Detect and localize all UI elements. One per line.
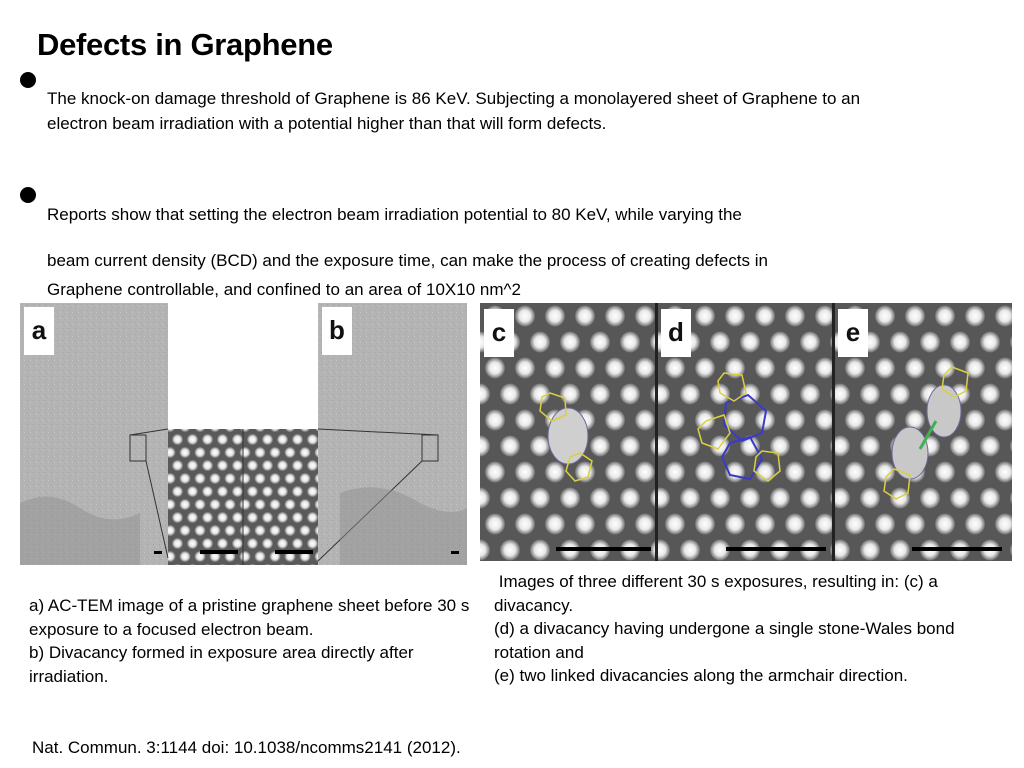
caption-intro: Images of three different 30 s exposures, resulting in: (c) a divacancy. (494, 572, 943, 615)
caption-a: a) AC-TEM image of a pristine graphene sheet before 30 s exposure to a focused electron beam. (29, 596, 470, 639)
figure-label-a: a (24, 307, 54, 355)
bullet-dot (20, 72, 36, 88)
figure-label-c: c (484, 309, 514, 357)
scale-bar (556, 547, 651, 551)
figure-label-b: b (322, 307, 352, 355)
scale-bar (200, 550, 238, 554)
figure-cde (480, 303, 1012, 561)
slide-title: Defects in Graphene (37, 27, 333, 62)
figure-cde-image (480, 303, 1012, 561)
scale-bar (912, 547, 1002, 551)
caption-b: b) Divacancy formed in exposure area directly after irradiation. (29, 643, 414, 686)
bullet-2-line-2: beam current density (BCD) and the exposure time, can make the process of creating defects in (47, 251, 768, 270)
caption-left (29, 594, 474, 688)
bullet-2-line-1: Reports show that setting the electron beam irradiation potential to 80 KeV, while varying the (47, 205, 742, 224)
bullet-2-line-3: Graphene controllable, and confined to an area of 10X10 nm^2 (47, 280, 521, 299)
caption-d: (d) a divacancy having undergone a single stone-Wales bond rotation and (494, 619, 955, 662)
caption-e: (e) two linked divacancies along the armchair direction. (494, 666, 908, 685)
caption-right (494, 570, 1004, 688)
bullet-dot (20, 187, 36, 203)
citation: Nat. Commun. 3:1144 doi: 10.1038/ncomms2141 (2012). (32, 738, 461, 757)
figure-ab-image (20, 303, 467, 565)
scale-bar (275, 550, 313, 554)
figure-ab (20, 303, 467, 565)
figure-label-e: e (838, 309, 868, 357)
bullet-1-text: The knock-on damage threshold of Graphene is 86 KeV. Subjecting a monolayered sheet of Graphene to an electron beam irradiation with a potential higher than that will form defects. (47, 89, 861, 133)
scale-bar (726, 547, 826, 551)
figure-label-d: d (661, 309, 691, 357)
